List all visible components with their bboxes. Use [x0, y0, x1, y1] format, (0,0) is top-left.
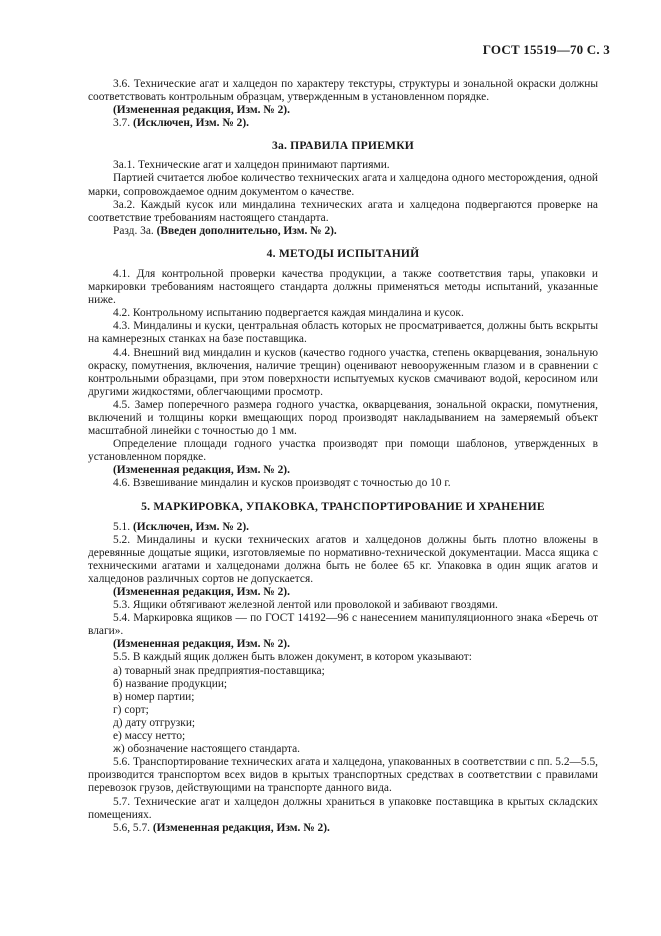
clause-5-4: 5.4. Маркировка ящиков — по ГОСТ 14192—96 с нанесением манипуляционного знака «Беречь от влаги». — [88, 612, 598, 638]
clause-5-7: 5.7. Технические агат и халцедон должны храниться в упаковке поставщика в крытых складских помещениях. — [88, 795, 598, 821]
clause-4-4: 4.4. Внешний вид миндалин и кусков (качество годного участка, степень окварцевания, зональную окраску, помутнения, включения, наличие трещин) оценивают невооруженным глазом и в сравнении с контрольными образцами, при этом поверхности испытуемых кусков смачивают водой, керосином или другими жидкостями, облегчающими просмотр. — [88, 346, 598, 398]
list-item: е) массу нетто; — [113, 730, 186, 743]
note-prefix: 5.6, 5.7. — [113, 821, 151, 834]
list-item: д) дату отгрузки; — [113, 716, 196, 729]
clause-number: 3.7. — [113, 117, 131, 130]
note-prefix: Разд. 3а. — [113, 224, 154, 237]
amendment-note-text: (Измененная редакция, Изм. № 2). — [113, 638, 290, 651]
section-heading-4: 4. МЕТОДЫ ИСПЫТАНИЙ — [266, 246, 420, 260]
clause-4-3: 4.3. Миндалины и куски, центральная область которых не просматривается, должны быть вскрыты на камнерезных станках на базе поставщика. — [88, 320, 598, 346]
clause-number: 5.1. — [113, 520, 131, 533]
clause-5-3: 5.3. Ящики обтягивают железной лентой или проволокой и забивают гвоздями. — [113, 599, 498, 612]
amendment-note-text: (Исключен, Изм. № 2). — [132, 520, 249, 533]
amendment-note-text: (Измененная редакция, Изм. № 2). — [152, 821, 330, 834]
amendment-note — [88, 104, 598, 117]
amendment-note-text: (Измененная редакция, Изм. № 2). — [113, 464, 290, 477]
page-header: ГОСТ 15519—70 С. 3 — [482, 42, 610, 57]
list-item: а) товарный знак предприятия-поставщика; — [113, 664, 325, 677]
section-heading-3a: 3а. ПРАВИЛА ПРИЕМКИ — [271, 139, 415, 153]
clause-4-5: 4.5. Замер поперечного размера годного участка, окварцевания, зональной окраски, помутнения, включений и толщины корки вмещающих пород производят накладыванием на замеряемый объект масштабной линейки с точностью до 1 мм. — [88, 398, 598, 438]
list-item: ж) обозначение настоящего стандарта. — [113, 743, 301, 756]
clause-5-6: 5.6. Транспортирование технических агата и халцедона, упакованных в соответствии с пп. 5.2—5.5, производится транспортом всех видов в крытых транспортных средствах в соответствии с правилами перевозок грузов, действующими на транспорте данного вида. — [88, 756, 598, 795]
clause-3a-2: 3а.2. Каждый кусок или миндалина технических агата и халцедона подвергаются проверке на соответствие требованиям настоящего стандарта. — [88, 198, 598, 224]
clause-3-6: 3.6. Технические агат и халцедон по характеру текстуры, структуры и зональной окраски должны соответствовать контрольным образцам, утвержденным в установленном порядке. — [88, 78, 598, 104]
clauses-5-6-5-7-note — [88, 822, 598, 835]
clause-4-1: 4.1. Для контрольной проверки качества продукции, а также соответствия тары, упаковки и маркировки требованиям настоящего стандарта должны применяться методы испытаний, указанные ниже. — [88, 267, 598, 307]
clause-4-6: 4.6. Взвешивание миндалин и кусков производят с точностью до 10 г. — [113, 477, 451, 490]
amendment-note — [88, 586, 598, 599]
clause-4-5-area: Определение площади годного участка производят при помощи шаблонов, утвержденных в установленном порядке. — [88, 438, 598, 464]
document-body — [88, 78, 598, 835]
section-heading-5: 5. МАРКИРОВКА, УПАКОВКА, ТРАНСПОРТИРОВАНИЕ И ХРАНЕНИЕ — [141, 499, 545, 513]
amendment-note-text: (Измененная редакция, Изм. № 2). — [113, 586, 290, 598]
clause-3a-1: 3а.1. Технические агат и халцедон принимают партиями. — [113, 159, 390, 172]
section-3a-note — [88, 225, 598, 238]
clause-4-2: 4.2. Контрольному испытанию подвергается каждая миндалина и кусок. — [113, 307, 464, 320]
amendment-note — [88, 464, 598, 477]
list-item: в) номер партии; — [113, 690, 195, 703]
clause-5-2: 5.2. Миндалины и куски технических агатов и халцедонов должны быть плотно вложены в деревянные дощатые ящики, изготовляемые по нормативно-технической документации. Масса ящика с техническими агатами и халцедонами должна быть не более 65 кг. Упаковка в один ящик агатов и халцедонов различных сортов не допускается. — [88, 533, 598, 585]
amendment-note-text: (Исключен, Изм. № 2). — [132, 117, 249, 130]
clause-3-7 — [88, 117, 598, 130]
clause-3a-1-lot: Партией считается любое количество технических агата и халцедона одного месторождения, одной марки, сопровождаемое одним документом о качестве. — [88, 172, 598, 198]
amendment-note — [88, 638, 598, 651]
amendment-note-text: (Введен дополнительно, Изм. № 2). — [156, 224, 337, 237]
clause-5-1 — [88, 521, 598, 534]
list-item: б) название продукции; — [113, 677, 228, 690]
amendment-note-text: (Измененная редакция, Изм. № 2). — [113, 104, 290, 117]
list-item: г) сорт; — [113, 703, 149, 716]
clause-5-5: 5.5. В каждый ящик должен быть вложен документ, в котором указывают: — [113, 651, 472, 664]
